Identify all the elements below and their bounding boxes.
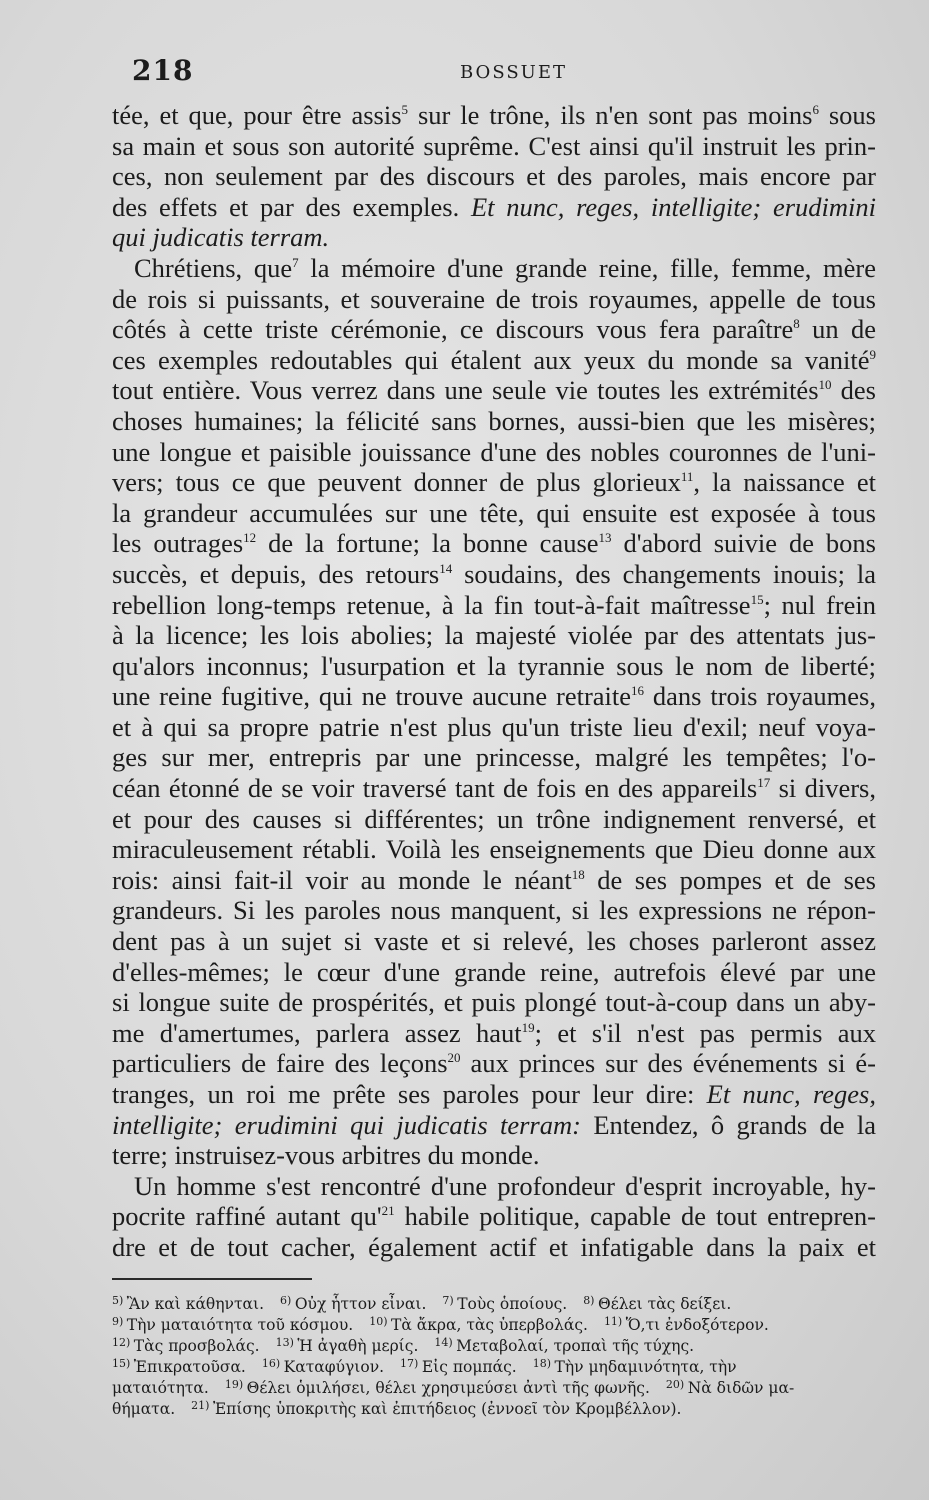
line-text: d'elles-mêmes; le cœur d'une grande reine, autrefois élevé par une (112, 956, 876, 987)
footnote-number: 17) (400, 1357, 422, 1370)
text-line (112, 957, 876, 988)
line-text: qu'alors inconnus; l'usurpation et la tyrannie sous le nom de liberté; (112, 650, 876, 681)
text-line (112, 192, 876, 223)
footnote-ref: 7 (292, 254, 299, 270)
text-line (112, 253, 876, 284)
running-head: BOSSUET (460, 62, 567, 83)
line-text: tranges, un roi me prête ses paroles pour leur dire: (112, 1079, 707, 1109)
text-line (112, 314, 876, 345)
text-line (112, 1048, 876, 1079)
line-text: ; et s'il n'est pas permis aux (534, 1017, 876, 1048)
footnote-number: 16) (261, 1357, 284, 1370)
text-line (112, 590, 876, 621)
footnote-text: Θέλει ὁμιλήσει, θέλει χρησιμεύσει ἀντὶ τῆς φωνῆς. (246, 1379, 650, 1397)
footnote-number: 15) (112, 1357, 134, 1370)
footnote-text: Τὰ ἄκρα, τὰς ὑπερβολάς. (391, 1316, 588, 1334)
latin-quote: qui judicatis terram. (112, 222, 330, 253)
footnote-ref: 6 (812, 102, 819, 117)
footnote-ref: 13 (598, 530, 612, 546)
latin-quote: Et nunc, reges, intelligite; erudimini (470, 191, 876, 222)
footnote-text: Ἡ ἀγαθὴ μερίς. (297, 1337, 419, 1355)
line-text: la grandeur accumulées sur une tête, qui ensuite est exposée à tous (112, 497, 876, 528)
line-text: rois: ainsi fait-il voir au monde le néant (112, 864, 572, 895)
text-line (112, 528, 876, 559)
footnote-line (112, 1395, 876, 1416)
line-text: ges sur mer, entrepris par une princesse, malgré les tempêtes; l'o- (112, 742, 876, 773)
latin-quote: intelligite; erudimini qui judicatis terram: (112, 1109, 581, 1140)
footnote-number: 5) (112, 1294, 127, 1307)
text-line (112, 804, 876, 835)
footnotes (112, 1290, 876, 1416)
line-text: me d'amertumes, parlera assez haut (112, 1017, 522, 1048)
latin-quote: Et nunc, reges, (706, 1079, 876, 1109)
footnote-ref: 20 (447, 1050, 461, 1066)
footnote-text: Ἂν καὶ κάθηνται. (126, 1295, 265, 1313)
line-text: miraculeusement rétabli. Voilà les enseignements que Dieu donne aux (112, 834, 876, 865)
text-line (112, 651, 876, 682)
text-line (112, 712, 876, 743)
footnote-line (112, 1290, 876, 1311)
line-text: dre et de tout cacher, également actif et infatigable dans la paix et (112, 1231, 876, 1262)
footnote-text: ματαιότητα. (112, 1379, 209, 1397)
footnote-ref: 11 (680, 469, 694, 485)
main-text (112, 100, 876, 1263)
line-text: soudains, des changements inouis; la (452, 558, 876, 589)
text-line (112, 681, 876, 712)
footnote-number: 8) (583, 1294, 598, 1307)
footnote-text: Τὴν ματαιότητα τοῦ κόσμου. (126, 1316, 354, 1334)
text-line (112, 620, 876, 651)
footnote-line (112, 1332, 876, 1353)
text-line (112, 1232, 876, 1263)
footnote-number: 10) (369, 1315, 392, 1328)
footnote-line (112, 1374, 876, 1395)
page-number: 218 (132, 54, 194, 87)
line-text: dent pas à un sujet si vaste et si relevé, les choses parleront assez (112, 926, 876, 957)
text-line (112, 1201, 876, 1232)
line-text: tée, et que, pour être assis (112, 100, 402, 130)
line-text: habile politique, capable de tout entrepren- (394, 1201, 877, 1232)
footnote-ref: 8 (793, 316, 800, 332)
line-text: une reine fugitive, qui ne trouve aucune retraite (112, 681, 632, 712)
text-line (112, 222, 876, 253)
footnote-text: Τοὺς ὁποίους. (457, 1295, 568, 1313)
footnote-text: Τὰς προσβολάς. (133, 1337, 260, 1355)
line-text: tout entière. Vous verrez dans une seule vie toutes les extrémités (112, 375, 819, 406)
line-text: la mémoire d'une grande reine, fille, femme, mère (298, 252, 876, 283)
footnote-number: 14) (434, 1336, 457, 1349)
footnote-text: Μεταβολαί, τροπαὶ τῆς τύχης. (456, 1337, 695, 1355)
footnote-rule (112, 1278, 312, 1280)
footnote-text: Οὐχ ἧττον εἶναι. (294, 1295, 427, 1313)
footnote-ref: 5 (401, 102, 409, 117)
line-text: ces, non seulement par des discours et des paroles, mais encore par (112, 161, 876, 192)
line-text: des (831, 375, 876, 406)
line-text: sa main et sous son autorité suprême. C'est ainsi qu'il instruit les prin- (112, 130, 876, 161)
line-text: à la licence; les lois abolies; la majesté violée par des attentats jus- (112, 620, 876, 651)
footnote-item (112, 1400, 175, 1418)
text-line (112, 1079, 876, 1110)
line-text: si longue suite de prospérités, et puis plongé tout-à-coup dans un aby- (112, 987, 876, 1018)
footnote-text: θήματα. (112, 1400, 176, 1418)
footnote-ref: 14 (439, 560, 453, 576)
footnote-ref: 9 (869, 346, 876, 362)
text-line (112, 742, 876, 773)
footnote-text: Ὅ,τι ἐνδοξότερον. (625, 1316, 769, 1334)
footnote-line (112, 1353, 876, 1374)
text-line (112, 406, 876, 437)
text-line (112, 467, 876, 498)
text-line (112, 161, 876, 192)
line-text: céan étonné de se voir traversé tant de fois en des appareils (112, 773, 758, 804)
line-text: côtés à cette triste cérémonie, ce discours vous fera paraître (112, 314, 794, 345)
footnote-number: 7) (442, 1294, 458, 1307)
line-text: de la fortune; la bonne cause (256, 528, 599, 559)
text-line (112, 834, 876, 865)
text-line (112, 375, 876, 406)
text-line (112, 284, 876, 315)
footnote-number: 21) (191, 1399, 213, 1412)
text-line (112, 987, 876, 1018)
footnote-ref: 18 (571, 866, 585, 882)
text-line (112, 498, 876, 529)
line-text: Chrétiens, que (134, 252, 293, 283)
line-text: rebellion long-temps retenue, à la fin tout-à-fait maîtresse (112, 589, 751, 620)
line-text: choses humaines; la félicité sans bornes, aussi-bien que les misères; (112, 405, 876, 436)
line-text: dans trois royaumes, (644, 681, 876, 712)
footnote-ref: 16 (631, 683, 645, 699)
page-header (120, 48, 880, 88)
line-text: et à qui sa propre patrie n'est plus qu'un triste lieu d'exil; neuf voya- (112, 711, 876, 742)
text-line (112, 559, 876, 590)
line-text: , la naissance et (693, 467, 876, 498)
line-text: Entendez, ô grands de la (580, 1109, 876, 1140)
text-line (112, 926, 876, 957)
footnote-ref: 17 (757, 775, 771, 791)
line-text: d'abord suivie de bons (611, 528, 876, 559)
footnote-text: Καταφύγιον. (283, 1358, 385, 1376)
footnote-ref: 19 (521, 1019, 535, 1035)
line-text: terre; instruisez-vous arbitres du monde. (112, 1140, 540, 1171)
text-line (112, 1018, 876, 1049)
line-text: de ses pompes et de ses (584, 864, 876, 895)
line-text: les outrages (112, 528, 244, 559)
footnote-text: Νὰ διδῶν μα- (687, 1379, 795, 1397)
footnote-number: 18) (532, 1357, 555, 1370)
footnote-text: Ἐπίσης ὑποκριτὴς καὶ ἐπιτήδειος (ἐννοεῖ τὸν Κρομβέλλον). (212, 1400, 682, 1418)
text-line (112, 895, 876, 926)
footnote-ref: 15 (750, 591, 764, 607)
footnote-text: Θέλει τὰς δείξει. (597, 1295, 732, 1313)
line-text: si divers, (770, 773, 876, 804)
line-text: sur le trône, ils n'en sont pas moins (408, 100, 813, 130)
text-line (112, 1110, 876, 1141)
footnote-item (191, 1400, 681, 1418)
footnote-ref: 21 (381, 1203, 395, 1219)
footnote-text: Τὴν μηδαμινότητα, τὴν (554, 1358, 737, 1376)
line-text: grandeurs. Si les paroles nous manquent, si les expressions ne répon- (112, 895, 876, 926)
line-text: un de (799, 314, 876, 345)
footnote-number: 12) (112, 1336, 134, 1349)
footnote-number: 6) (280, 1294, 295, 1307)
text-line (112, 131, 876, 162)
line-text: ; nul frein (763, 589, 877, 620)
line-text: de rois si puissants, et souveraine de trois royaumes, appelle de tous (112, 283, 876, 314)
text-line (112, 437, 876, 468)
line-text: aux princes sur des événements si é- (460, 1048, 876, 1079)
text-line (112, 100, 876, 131)
footnote-number: 11) (603, 1315, 626, 1328)
line-text: et pour des causes si différentes; un trône indignement renversé, et (112, 803, 876, 834)
line-text: particuliers de faire des leçons (112, 1048, 448, 1079)
footnote-text: Εἰς πομπάς. (421, 1358, 517, 1376)
footnote-number: 13) (275, 1336, 298, 1349)
text-line (112, 1140, 876, 1171)
footnote-ref: 10 (818, 377, 832, 393)
line-text: pocrite raffiné autant qu' (112, 1201, 382, 1232)
footnote-line (112, 1311, 876, 1332)
line-text: une longue et paisible jouissance d'une des nobles couronnes de l'uni- (112, 436, 876, 467)
line-text: Un homme s'est rencontré d'une profondeur d'esprit incroyable, hy- (134, 1170, 876, 1201)
line-text: des effets et par des exemples. (112, 191, 471, 222)
footnote-number: 19) (224, 1378, 247, 1391)
line-text: succès, et depuis, des retours (112, 558, 440, 589)
line-text: ces exemples redoutables qui étalent aux yeux du monde sa vanité (112, 344, 870, 375)
footnote-text: Ἐπικρατοῦσα. (133, 1358, 246, 1376)
line-text: sous (818, 100, 876, 130)
line-text: vers; tous ce que peuvent donner de plus glorieux (112, 467, 681, 498)
footnote-number: 20) (665, 1378, 688, 1391)
footnote-number: 9) (112, 1315, 127, 1328)
text-line (112, 1171, 876, 1202)
text-line (112, 865, 876, 896)
footnote-ref: 12 (243, 530, 257, 546)
text-line (112, 773, 876, 804)
text-line (112, 345, 876, 376)
